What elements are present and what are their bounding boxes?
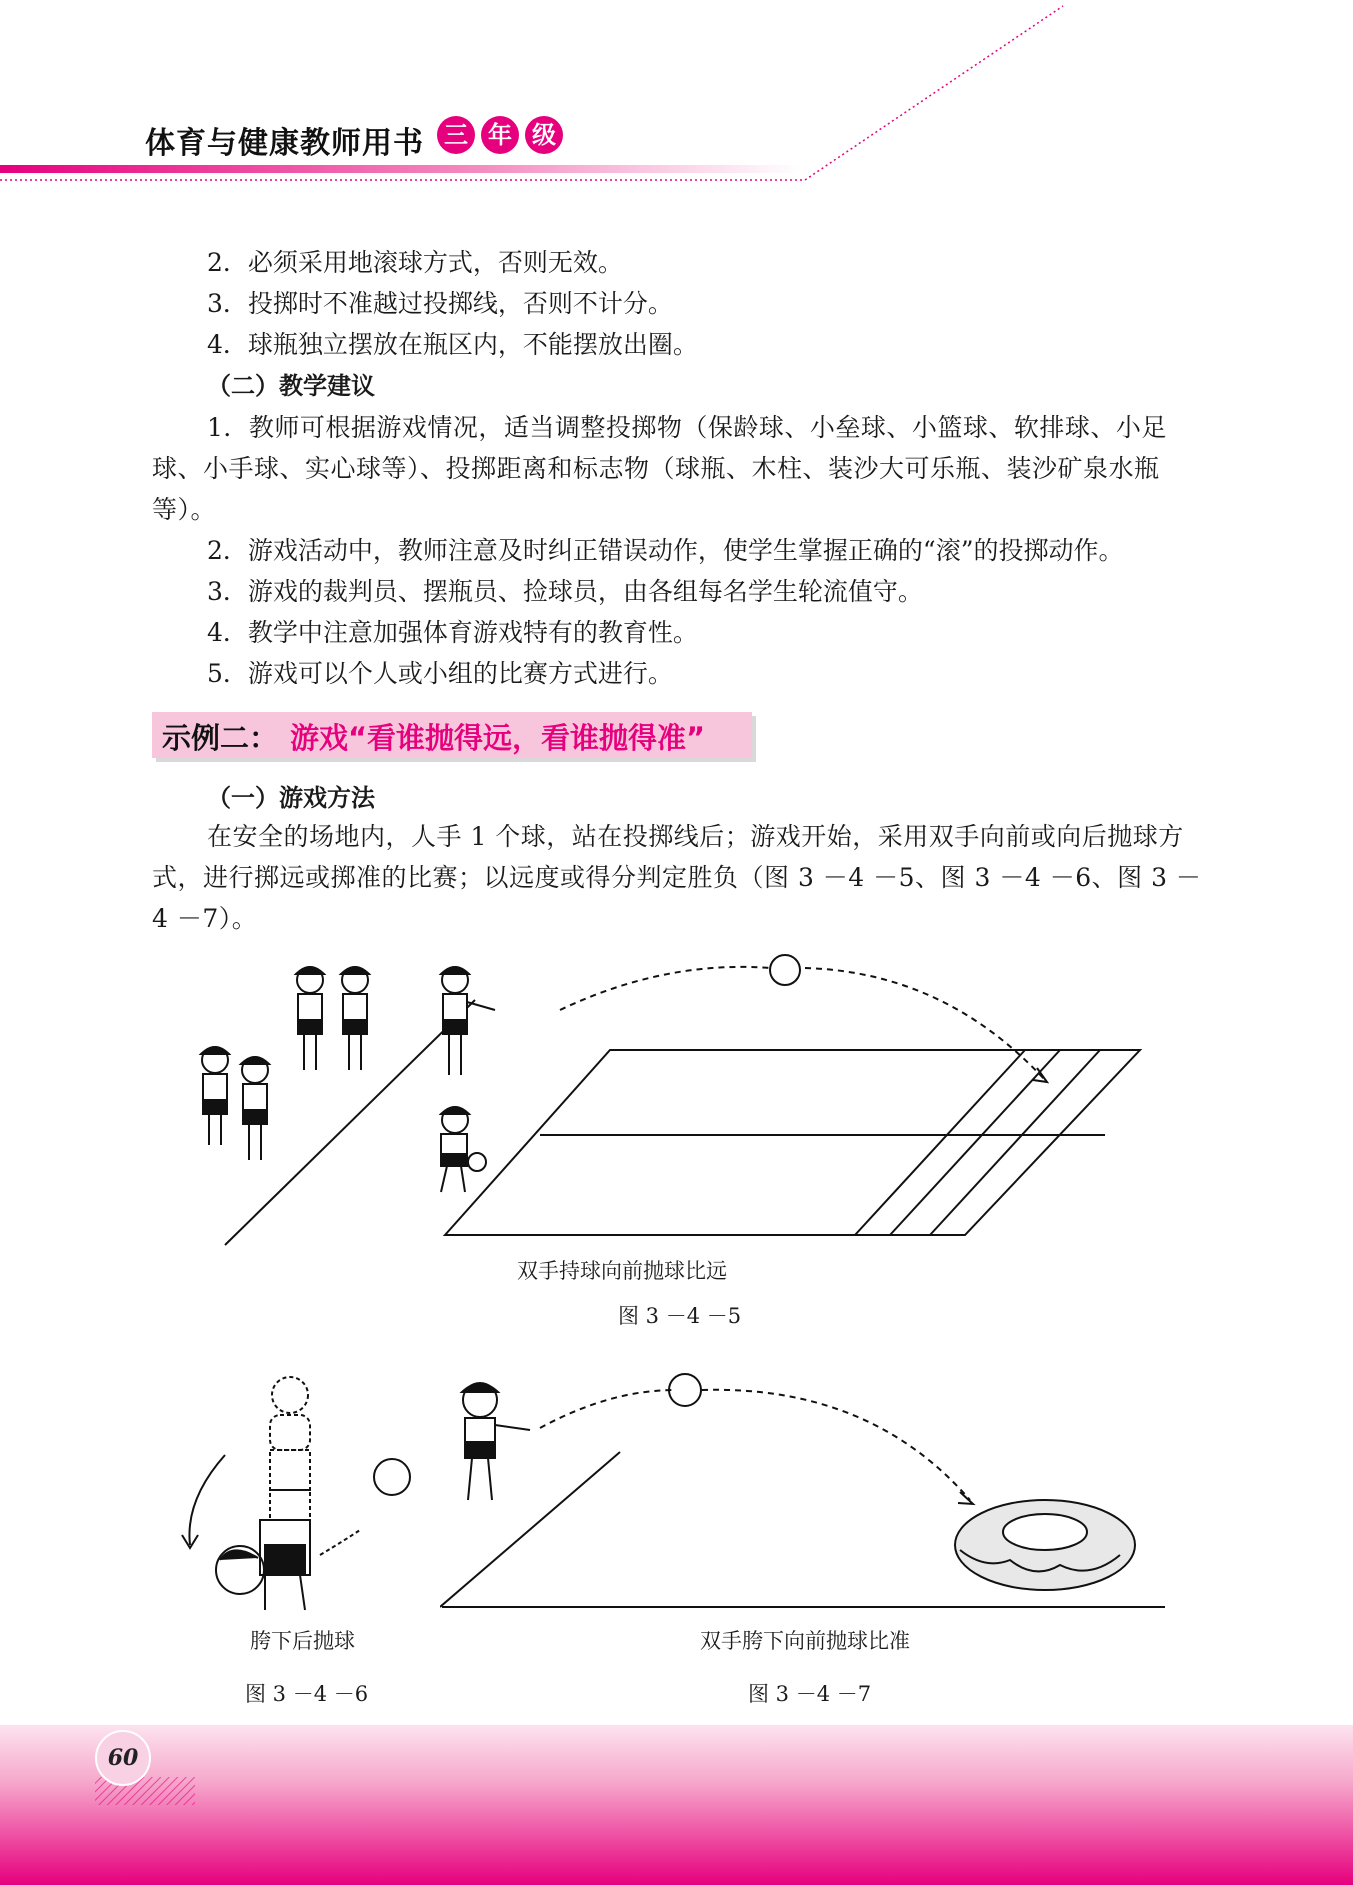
teaching-heading: （二）教学建议 [207, 372, 375, 400]
page-number: 60 [95, 1730, 151, 1786]
figure-7-description: 双手胯下向前抛球比准 [700, 1629, 910, 1653]
rule-item: 3．投掷时不准越过投掷线，否则不计分。 [207, 289, 673, 318]
page-header [0, 0, 1353, 200]
method-heading: （一）游戏方法 [207, 784, 375, 812]
figure-throw-backward [170, 1370, 420, 1620]
teaching-item: 3．游戏的裁判员、摆瓶员、捡球员，由各组每名学生轮流值守。 [207, 577, 923, 606]
grade-badge-2: 年 [481, 116, 519, 154]
example-banner [152, 712, 752, 762]
book-title: 体育与健康教师用书 [145, 126, 424, 161]
rule-item: 2．必须采用地滚球方式，否则无效。 [207, 248, 623, 277]
figure-5-description: 双手持球向前抛球比远 [517, 1259, 727, 1283]
teaching-item: 2．游戏活动中，教师注意及时纠正错误动作，使学生掌握正确的“滚”的投掷动作。 [207, 536, 1124, 565]
rule-item: 4．球瓶独立摆放在瓶区内，不能摆放出圈。 [207, 330, 698, 359]
figure-6-description: 胯下后抛球 [250, 1629, 355, 1653]
teaching-item: 4．教学中注意加强体育游戏特有的教育性。 [207, 618, 698, 647]
teaching-item: 5．游戏可以个人或小组的比赛方式进行。 [207, 659, 673, 688]
method-text: 在安全的场地内，人手 1 个球，站在投掷线后；游戏开始，采用双手向前或向后抛球方式，进行掷远或掷准的比赛；以远度或得分判定胜负（图 3 －4 －5、图 3 －4 －6、图 3 －4 －7）。 [152, 822, 1202, 933]
header-decoration [0, 0, 1353, 200]
figure-throw-far [185, 950, 1145, 1250]
grade-badge-1: 三 [437, 116, 475, 154]
figure-7-label: 图 3 －4 －7 [748, 1682, 872, 1706]
footer-decoration [0, 1725, 1353, 1885]
teaching-item-1: 1．教师可根据游戏情况，适当调整投掷物（保龄球、小垒球、小篮球、软排球、小足球、小手球、实心球等）、投掷距离和标志物（球瓶、木柱、装沙大可乐瓶、装沙矿泉水瓶等）。 [152, 413, 1167, 524]
figure-6-label: 图 3 －4 －6 [245, 1682, 369, 1706]
figure-5-label: 图 3 －4 －5 [618, 1304, 742, 1328]
children-icon [201, 967, 495, 1192]
grade-badge-3: 级 [525, 116, 563, 154]
example-title: 游戏“看谁抛得远，看谁抛得准” [290, 721, 706, 755]
figure-throw-accurate [440, 1370, 1170, 1620]
example-label: 示例二： [162, 721, 279, 755]
